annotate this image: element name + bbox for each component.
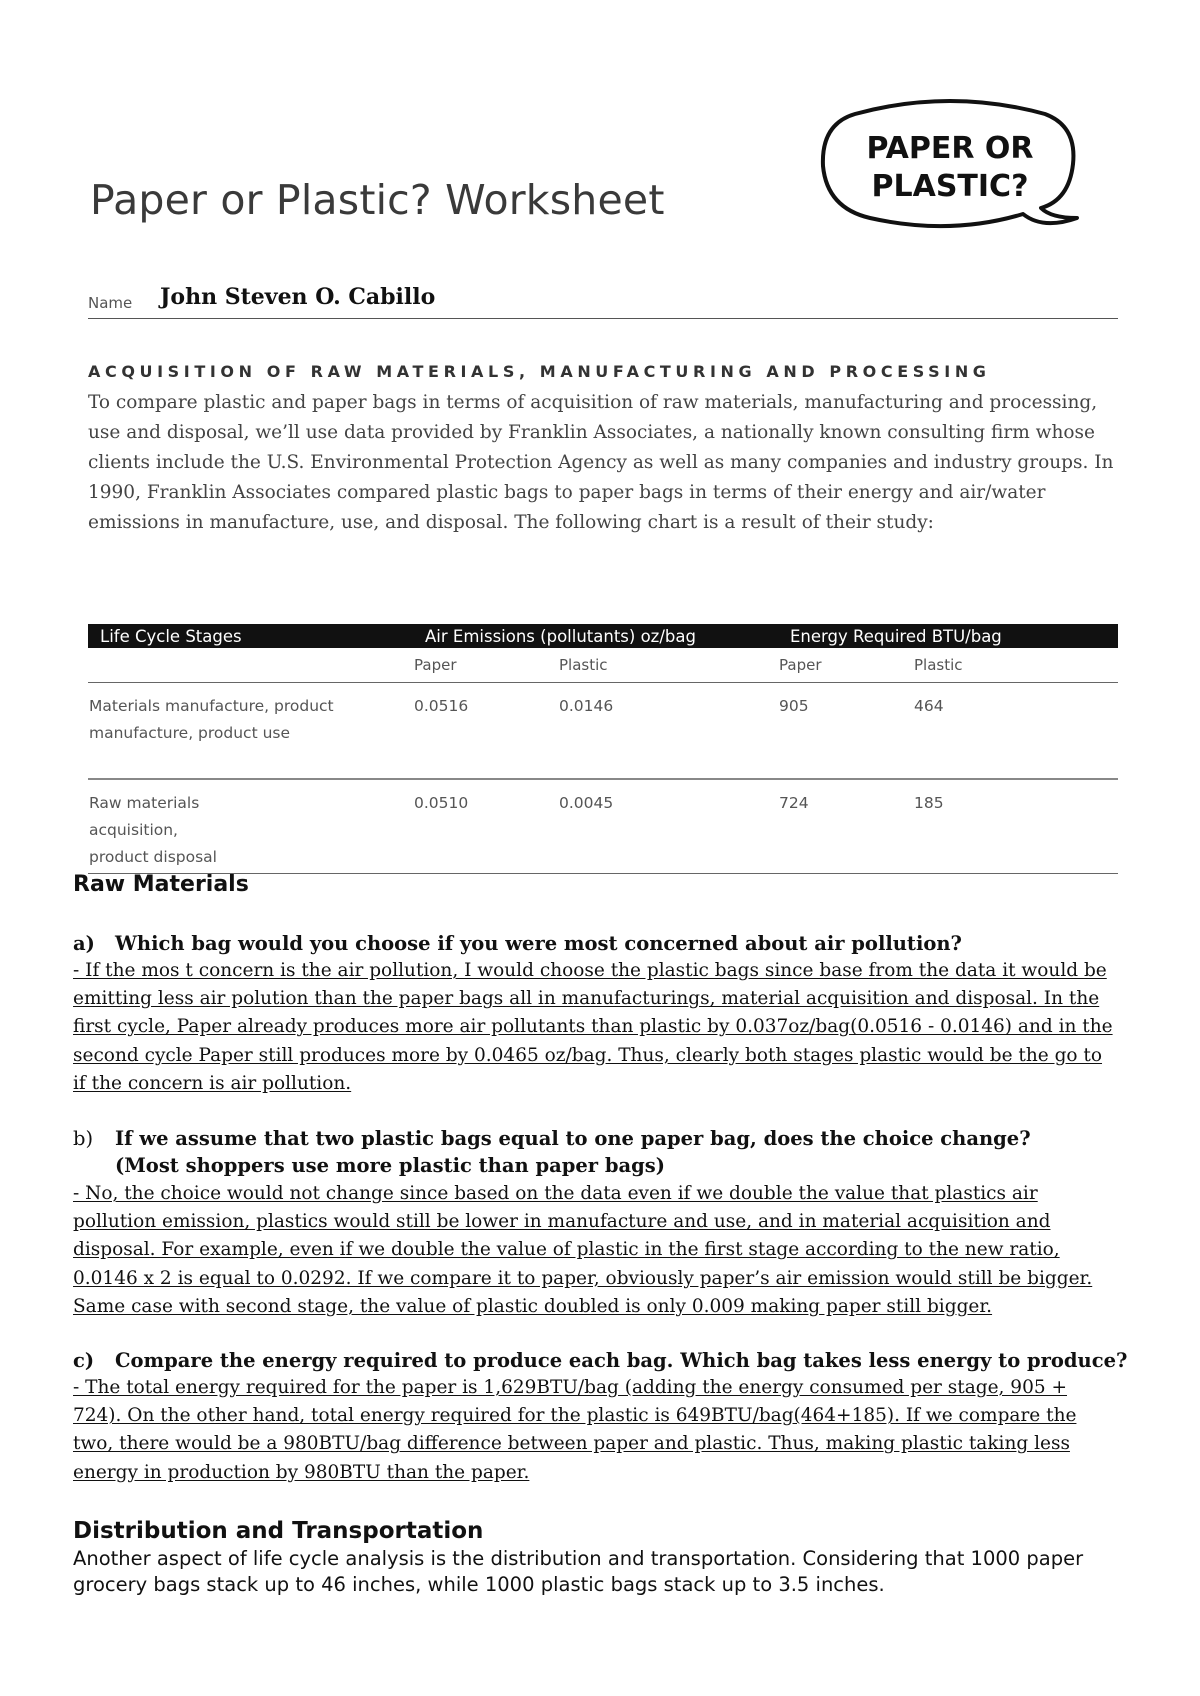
- section-intro: To compare plastic and paper bags in terms of acquisition of raw materials, manufacturing and processing, use and disposal, we’ll use data provided by Franklin Associates, a nationally known consulting firm whose clients include the U.S. Environmental Protection Agency as well as many companies and industry groups. In 1990, Franklin Associates compared plastic bags to paper bags in terms of their energy and air/water emissions in manufacture, use, and disposal. The following chart is a result of their study:: [88, 392, 1114, 533]
- life-cycle-table: [88, 624, 1118, 874]
- subheader-blank: [88, 648, 413, 683]
- header-life-cycle-stages: Life Cycle Stages: [88, 624, 413, 648]
- stage-cell: Materials manufacture, product manufacture, product use: [88, 683, 413, 780]
- table-row: [88, 683, 1118, 780]
- table-subheader-row: [88, 648, 1118, 683]
- subheader-energy-plastic: Plastic: [913, 648, 1118, 683]
- subheader-air-paper: Paper: [413, 648, 558, 683]
- name-label: Name: [88, 294, 133, 312]
- section-heading: ACQUISITION OF RAW MATERIALS, MANUFACTURING AND PROCESSING: [88, 362, 991, 381]
- svg-text:PAPER OR: PAPER OR: [866, 131, 1034, 166]
- question-a: [73, 930, 962, 957]
- question-letter: a): [73, 932, 95, 955]
- answer-b: - No, the choice would not change since based on the data even if we double the value that plastics air pollution emission, plastics would still be lower in manufacture and use, and in material acquisition and disposal. For example, even if we double the value of plastic in the first stage according to the new ratio, 0.0146 x 2 is equal to 0.0292. If we compare it to paper, obviously paper’s air emission would still be bigger. Same case with second stage, the value of plastic doubled is only 0.009 making paper still bigger.: [73, 1183, 1093, 1317]
- paper-or-plastic-logo: [815, 96, 1085, 232]
- air-plastic-cell: 0.0045: [558, 779, 778, 874]
- worksheet-title: Paper or Plastic? Worksheet: [90, 176, 665, 224]
- air-paper-cell: 0.0516: [413, 683, 558, 780]
- distribution-heading: Distribution and Transportation: [73, 1518, 484, 1544]
- energy-paper-cell: 724: [778, 779, 913, 874]
- answer-a: - If the mos t concern is the air pollution, I would choose the plastic bags since base from the data it would be emitting less air polution than the paper bags all in manufacturings, material acquisition and disposal. In the first cycle, Paper already produces more air pollutants than plastic by 0.037oz/bag(0.0516 - 0.0146) and in the second cycle Paper still produces more by 0.0465 oz/bag. Thus, clearly both stages plastic would be the go to if the concern is air pollution.: [73, 960, 1113, 1094]
- name-field: [88, 282, 1118, 319]
- question-text: Which bag would you choose if you were most concerned about air pollution?: [115, 932, 962, 955]
- question-letter: c): [73, 1349, 95, 1372]
- energy-paper-cell: 905: [778, 683, 913, 780]
- air-plastic-cell: 0.0146: [558, 683, 778, 780]
- student-name: John Steven O. Cabillo: [160, 284, 436, 310]
- question-text: Compare the energy required to produce each bag. Which bag takes less energy to produce?: [115, 1349, 1128, 1372]
- energy-plastic-cell: 464: [913, 683, 1118, 780]
- stage-cell: Raw materials acquisition, product disposal: [88, 779, 413, 874]
- question-letter: b): [73, 1127, 94, 1150]
- raw-materials-heading: Raw Materials: [73, 872, 249, 897]
- subheader-energy-paper: Paper: [778, 648, 913, 683]
- table-row: [88, 779, 1118, 874]
- question-c: [73, 1347, 1127, 1374]
- energy-plastic-cell: 185: [913, 779, 1118, 874]
- svg-text:PLASTIC?: PLASTIC?: [871, 169, 1029, 204]
- question-b: [73, 1125, 1083, 1179]
- header-air-emissions: Air Emissions (pollutants) oz/bag: [413, 624, 778, 648]
- answer-c: - The total energy required for the paper is 1,629BTU/bag (adding the energy consumed per stage, 905 + 724). On the other hand, total energy required for the plastic is 649BTU/bag(464+185). If we compare the two, there would be a 980BTU/bag difference between paper and plastic. Thus, making plastic taking less energy in production by 980BTU than the paper.: [73, 1377, 1077, 1483]
- distribution-body: Another aspect of life cycle analysis is the distribution and transportation. Considering that 1000 paper grocery bags stack up to 46 inches, while 1000 plastic bags stack up to 3.5 inches.: [73, 1547, 1084, 1596]
- table-header-row: [88, 624, 1118, 648]
- air-paper-cell: 0.0510: [413, 779, 558, 874]
- header-energy-required: Energy Required BTU/bag: [778, 624, 1118, 648]
- subheader-air-plastic: Plastic: [558, 648, 778, 683]
- question-text: If we assume that two plastic bags equal to one paper bag, does the choice change? (Most shoppers use more plastic than paper bags): [115, 1127, 1031, 1177]
